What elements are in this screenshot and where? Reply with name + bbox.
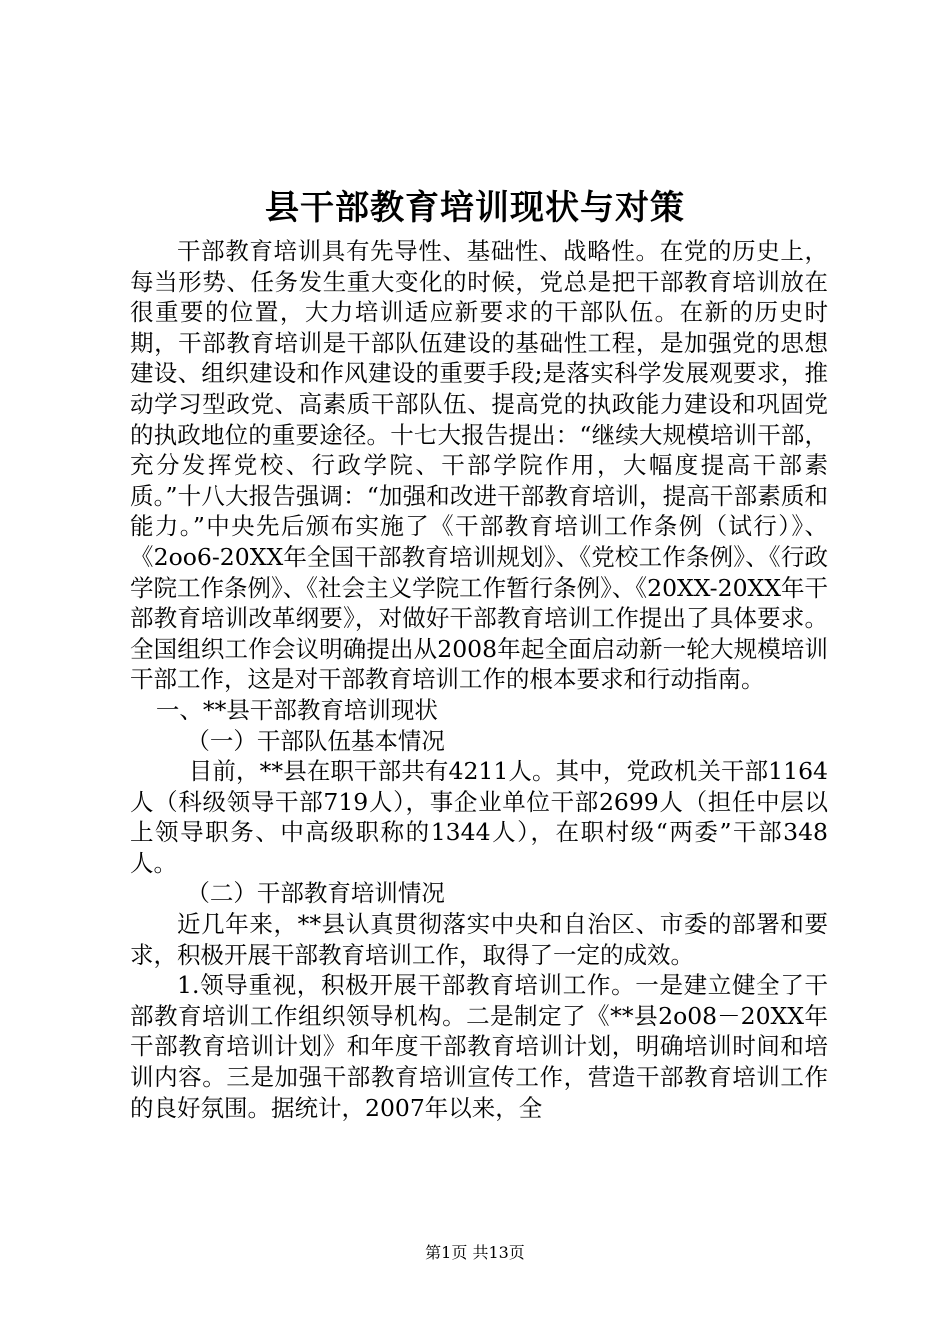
- leadership-paragraph: 1.领导重视，积极开展干部教育培训工作。一是建立健全了干部教育培训工作组织领导机构。二是制定了《**县2o08－20XX年干部教育培训计划》和年度干部教育培训计划，明确培训时间和培训内容。三是加强干部教育培训宣传工作，营造干部教育培训工作的良好氛围。据统计，2007年以来，全: [130, 971, 828, 1122]
- document-title: 县干部教育培训现状与对策: [265, 188, 685, 228]
- page-footer: 第1页 共13页: [425, 1243, 525, 1262]
- subsection-heading-1: （一）干部队伍基本情况: [186, 726, 445, 755]
- document-body: [130, 236, 828, 1123]
- subsection-heading-2: （二）干部教育培训情况: [186, 879, 445, 908]
- training-overview-paragraph: 近几年来，**县认真贯彻落实中央和自治区、市委的部署和要求，积极开展干部教育培训工作，取得了一定的成效。: [130, 910, 828, 969]
- cadre-basic-paragraph: 目前，**县在职干部共有4211人。其中，党政机关干部1164人（科级领导干部719人），事企业单位干部2699人（担任中层以上领导职务、中高级职称的1344人），在职村级“两委”干部348人。: [130, 757, 828, 877]
- intro-paragraph: 干部教育培训具有先导性、基础性、战略性。在党的历史上，每当形势、任务发生重大变化的时候，党总是把干部教育培训放在很重要的位置，大力培训适应新要求的干部队伍。在新的历史时期，干部教育培训是干部队伍建设的基础性工程，是加强党的思想建设、组织建设和作风建设的重要手段;是落实科学发展观要求，推动学习型政党、高素质干部队伍、提高党的执政能力建设和巩固党的执政地位的重要途径。十七大报告提出：“继续大规模培训干部，充分发挥党校、行政学院、干部学院作用，大幅度提高干部素质。”十八大报告强调：“加强和改进干部教育培训，提高干部素质和能力。”中央先后颁布实施了《干部教育培训工作条例（试行）》、《2oo6-20XX年全国干部教育培训规划》、《党校工作条例》、《行政学院工作条例》、《社会主义学院工作暂行条例》、《20XX-20XX年干部教育培训改革纲要》，对做好干部教育培训工作提出了具体要求。全国组织工作会议明确提出从2008年起全面启动新一轮大规模培训干部工作，这是对干部教育培训工作的根本要求和行动指南。: [130, 237, 828, 694]
- section-heading-1: 一、**县干部教育培训现状: [155, 695, 438, 724]
